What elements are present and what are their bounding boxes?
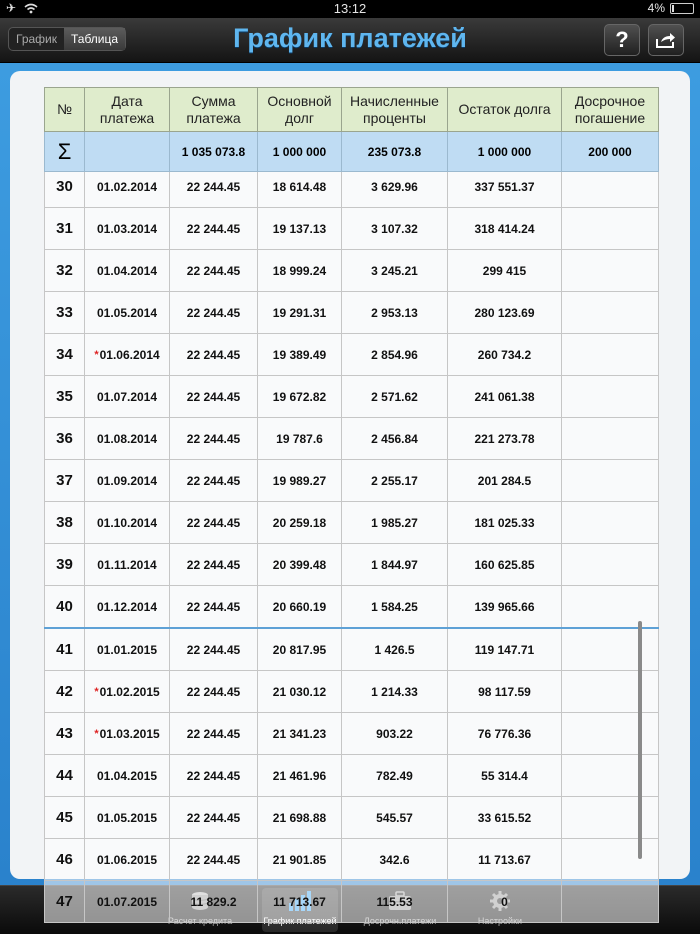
row-principal (258, 502, 342, 544)
row-interest (342, 881, 448, 923)
row-date (85, 544, 170, 586)
row-date-text: 01.02.2015 (99, 684, 160, 699)
row-early (562, 544, 659, 586)
row-early (562, 628, 659, 671)
row-interest-text: 1 985.27 (371, 515, 418, 530)
row-principal-text: 20 660.19 (272, 599, 327, 614)
row-interest-text: 1 214.33 (371, 684, 418, 699)
row-balance (448, 671, 562, 713)
row-principal (258, 250, 342, 292)
row-principal (258, 671, 342, 713)
row-balance-text: 0 (501, 894, 508, 909)
row-number (45, 292, 85, 334)
summary-date (85, 132, 170, 172)
row-principal-text: 21 341.23 (272, 726, 327, 741)
row-principal-text: 21 030.12 (272, 684, 327, 699)
row-date (85, 502, 170, 544)
row-interest (342, 250, 448, 292)
row-number (45, 713, 85, 755)
row-number (45, 544, 85, 586)
row-date-text: 01.04.2015 (96, 768, 158, 783)
row-number (45, 502, 85, 544)
row-balance (448, 713, 562, 755)
row-principal (258, 586, 342, 629)
row-payment-text: 22 244.45 (186, 431, 241, 446)
row-number-text: 34 (56, 346, 73, 363)
row-balance-text: 241 061.38 (474, 389, 535, 404)
row-number-text: 32 (56, 262, 73, 279)
row-date-text: 01.07.2015 (96, 894, 158, 909)
table-row[interactable] (45, 544, 659, 586)
row-number (45, 376, 85, 418)
row-early (562, 334, 659, 376)
row-balance-text: 221 273.78 (474, 431, 535, 446)
row-principal (258, 334, 342, 376)
row-balance (448, 797, 562, 839)
sigma-icon: Σ (45, 132, 85, 172)
row-date (85, 418, 170, 460)
table-row[interactable] (45, 460, 659, 502)
row-balance-text: 55 314.4 (481, 768, 528, 783)
row-interest-text: 1 844.97 (371, 557, 418, 572)
row-number-text: 45 (56, 809, 73, 826)
row-balance-text: 181 025.33 (474, 515, 535, 530)
row-interest (342, 376, 448, 418)
row-number (45, 586, 85, 629)
row-number (45, 671, 85, 713)
row-interest-text: 1 426.5 (374, 642, 415, 657)
col-header-number[interactable]: № (45, 88, 85, 132)
row-payment (170, 755, 258, 797)
table-row[interactable] (45, 628, 659, 671)
segment-chart[interactable]: График (16, 32, 57, 46)
table-row[interactable] (45, 208, 659, 250)
row-payment-text: 22 244.45 (186, 515, 241, 530)
row-balance-text: 299 415 (482, 263, 527, 278)
row-date-text: 01.09.2014 (96, 473, 158, 488)
row-payment-text: 22 244.45 (186, 684, 241, 699)
row-interest (342, 839, 448, 881)
row-payment-text: 22 244.45 (186, 263, 241, 278)
row-principal (258, 208, 342, 250)
row-date-text: 01.07.2014 (96, 389, 158, 404)
summary-early: 200 000 (562, 132, 659, 172)
share-icon (655, 31, 677, 49)
row-date (85, 628, 170, 671)
row-early (562, 418, 659, 460)
row-interest-text: 903.22 (376, 726, 413, 741)
row-principal-text: 18 999.24 (272, 263, 327, 278)
row-number-text: 36 (56, 430, 73, 447)
row-date (85, 755, 170, 797)
row-principal (258, 544, 342, 586)
row-early (562, 460, 659, 502)
row-payment (170, 881, 258, 923)
row-number (45, 797, 85, 839)
row-balance (448, 376, 562, 418)
row-number-text: 38 (56, 514, 73, 531)
row-balance (448, 334, 562, 376)
row-principal (258, 628, 342, 671)
early-payment-marker-icon: * (94, 727, 99, 740)
row-principal (258, 839, 342, 881)
row-early (562, 797, 659, 839)
summary-principal: 1 000 000 (258, 132, 342, 172)
row-balance (448, 586, 562, 629)
payment-schedule-sheet[interactable] (44, 71, 674, 910)
row-balance-text: 280 123.69 (474, 305, 535, 320)
row-early (562, 502, 659, 544)
table-row[interactable] (45, 502, 659, 544)
row-interest (342, 755, 448, 797)
row-date (85, 292, 170, 334)
row-date (85, 376, 170, 418)
row-date (85, 881, 170, 923)
row-payment-text: 22 244.45 (186, 599, 241, 614)
row-balance (448, 755, 562, 797)
row-payment (170, 586, 258, 629)
summary-payment: 1 035 073.8 (170, 132, 258, 172)
row-number (45, 250, 85, 292)
row-payment-text: 22 244.45 (186, 642, 241, 657)
row-payment (170, 544, 258, 586)
row-balance (448, 839, 562, 881)
row-early (562, 250, 659, 292)
row-date (85, 797, 170, 839)
row-payment (170, 250, 258, 292)
row-date (85, 460, 170, 502)
row-principal-text: 19 989.27 (272, 473, 327, 488)
row-interest (342, 797, 448, 839)
row-payment (170, 376, 258, 418)
summary-balance: 1 000 000 (448, 132, 562, 172)
col-header-early[interactable]: Досрочное погашение (562, 88, 659, 132)
row-interest-text: 2 255.17 (371, 473, 418, 488)
row-interest-text: 3 107.32 (371, 221, 418, 236)
table-row[interactable] (45, 418, 659, 460)
row-early (562, 881, 659, 923)
table-row[interactable] (45, 250, 659, 292)
row-number-text: 33 (56, 304, 73, 321)
row-number (45, 881, 85, 923)
row-number (45, 208, 85, 250)
row-number (45, 755, 85, 797)
row-payment (170, 713, 258, 755)
row-payment-text: 22 244.45 (186, 852, 241, 867)
row-balance (448, 208, 562, 250)
row-interest (342, 334, 448, 376)
row-interest-text: 3 245.21 (371, 263, 418, 278)
row-number-text: 41 (56, 641, 73, 658)
table-row[interactable] (45, 755, 659, 797)
row-date-text: 01.08.2014 (96, 431, 158, 446)
row-number (45, 334, 85, 376)
table-row[interactable] (45, 713, 659, 755)
row-interest-text: 3 629.96 (371, 179, 418, 194)
row-payment (170, 628, 258, 671)
row-principal-text: 20 817.95 (272, 642, 327, 657)
row-balance (448, 250, 562, 292)
row-early (562, 376, 659, 418)
table-row[interactable] (45, 586, 659, 629)
table-row[interactable] (45, 292, 659, 334)
row-date-text: 01.06.2015 (96, 852, 158, 867)
row-principal (258, 376, 342, 418)
row-balance-text: 337 551.37 (474, 179, 535, 194)
row-number-text: 31 (56, 220, 73, 237)
row-date-text: 01.10.2014 (96, 515, 158, 530)
row-date (85, 208, 170, 250)
share-button[interactable] (648, 24, 684, 56)
row-payment-text: 22 244.45 (186, 726, 241, 741)
row-interest (342, 502, 448, 544)
row-interest-text: 2 456.84 (371, 431, 418, 446)
airplane-icon: ✈ (6, 1, 17, 15)
row-interest (342, 208, 448, 250)
help-button[interactable] (604, 24, 640, 56)
row-principal-text: 19 389.49 (272, 347, 327, 362)
row-date-text: 01.11.2014 (97, 557, 157, 572)
row-early (562, 208, 659, 250)
col-header-principal[interactable]: Основной долг (258, 88, 342, 132)
row-payment-text: 11 829.2 (190, 894, 237, 909)
row-balance (448, 418, 562, 460)
summary-row (45, 132, 659, 172)
row-balance-text: 76 776.36 (477, 726, 532, 741)
early-payment-marker-icon: * (94, 348, 99, 361)
schedule-body-table (44, 165, 659, 923)
schedule-header-table (44, 87, 659, 172)
row-interest (342, 292, 448, 334)
row-interest (342, 628, 448, 671)
status-bar (0, 0, 700, 18)
row-interest-text: 2 953.13 (371, 305, 418, 320)
row-date-text: 01.03.2014 (96, 221, 158, 236)
row-principal (258, 460, 342, 502)
row-early (562, 713, 659, 755)
page-title: График платежей (233, 23, 467, 53)
row-principal-text: 11 713.67 (273, 894, 326, 909)
row-number-text: 47 (56, 893, 73, 910)
row-interest-text: 1 584.25 (371, 599, 418, 614)
row-date (85, 250, 170, 292)
row-payment (170, 208, 258, 250)
row-principal-text: 19 291.31 (272, 305, 327, 320)
row-date-text: 01.05.2014 (96, 305, 158, 320)
row-payment-text: 22 244.45 (186, 305, 241, 320)
table-row[interactable] (45, 376, 659, 418)
table-panel (10, 71, 690, 910)
row-principal-text: 21 901.85 (272, 852, 327, 867)
row-early (562, 755, 659, 797)
row-principal-text: 19 137.13 (272, 221, 327, 236)
nav-bar (0, 18, 700, 63)
row-payment-text: 22 244.45 (186, 347, 241, 362)
row-date (85, 713, 170, 755)
row-balance-text: 33 615.52 (477, 810, 532, 825)
row-date-text: 01.04.2014 (96, 263, 158, 278)
row-balance (448, 628, 562, 671)
row-number-text: 42 (56, 683, 73, 700)
battery-icon (670, 3, 694, 14)
row-payment (170, 671, 258, 713)
row-interest (342, 713, 448, 755)
row-early (562, 586, 659, 629)
row-payment (170, 334, 258, 376)
row-interest (342, 460, 448, 502)
row-principal-text: 21 461.96 (272, 768, 327, 783)
row-interest-text: 2 571.62 (371, 389, 418, 404)
row-number-text: 43 (56, 725, 73, 742)
row-date-text: 01.02.2014 (96, 179, 158, 194)
row-interest-text: 2 854.96 (371, 347, 418, 362)
row-principal-text: 21 698.88 (272, 810, 327, 825)
row-principal (258, 755, 342, 797)
row-principal (258, 713, 342, 755)
row-date-text: 01.12.2014 (96, 599, 158, 614)
row-payment (170, 839, 258, 881)
content-area (0, 63, 700, 910)
table-row[interactable] (45, 334, 659, 376)
row-number-text: 39 (56, 556, 73, 573)
row-interest-text: 782.49 (376, 768, 413, 783)
row-payment-text: 22 244.45 (186, 810, 241, 825)
row-principal-text: 20 399.48 (272, 557, 327, 572)
row-payment-text: 22 244.45 (186, 473, 241, 488)
row-date (85, 671, 170, 713)
row-date (85, 334, 170, 376)
row-interest (342, 671, 448, 713)
row-payment-text: 22 244.45 (186, 179, 241, 194)
row-payment (170, 292, 258, 334)
row-number (45, 839, 85, 881)
row-balance (448, 544, 562, 586)
col-header-balance[interactable]: Остаток долга (448, 88, 562, 132)
status-time: 13:12 (333, 1, 367, 16)
row-payment-text: 22 244.45 (186, 221, 241, 236)
table-row[interactable] (45, 797, 659, 839)
row-date-text: 01.03.2015 (99, 726, 160, 741)
table-row[interactable] (45, 671, 659, 713)
row-date-text: 01.05.2015 (96, 810, 158, 825)
row-balance-text: 201 284.5 (477, 473, 532, 488)
row-date (85, 839, 170, 881)
row-early (562, 839, 659, 881)
row-payment-text: 22 244.45 (186, 768, 241, 783)
row-balance-text: 119 147.71 (474, 642, 535, 657)
question-icon: ? (615, 27, 629, 52)
row-number-text: 37 (56, 472, 73, 489)
row-balance-text: 11 713.67 (478, 852, 531, 867)
row-number (45, 418, 85, 460)
row-principal (258, 881, 342, 923)
row-number-text: 40 (56, 598, 73, 615)
row-principal (258, 292, 342, 334)
row-balance (448, 502, 562, 544)
row-balance-text: 318 414.24 (474, 221, 535, 236)
early-payment-marker-icon: * (94, 685, 99, 698)
table-row[interactable] (45, 839, 659, 881)
battery-percent: 4% (647, 1, 665, 15)
row-number-text: 35 (56, 388, 73, 405)
row-principal-text: 19 672.82 (272, 389, 327, 404)
row-interest (342, 544, 448, 586)
row-principal-text: 20 259.18 (272, 515, 327, 530)
row-payment (170, 797, 258, 839)
row-number-text: 46 (56, 851, 73, 868)
row-principal-text: 18 614.48 (272, 179, 327, 194)
row-interest-text: 115.53 (376, 894, 413, 909)
row-balance-text: 98 117.59 (478, 684, 531, 699)
row-interest (342, 586, 448, 629)
row-balance-text: 139 965.66 (474, 599, 535, 614)
row-interest-text: 545.57 (376, 810, 413, 825)
row-principal-text: 19 787.6 (276, 431, 323, 446)
col-header-date[interactable]: Дата платежа (85, 88, 170, 132)
summary-interest: 235 073.8 (342, 132, 448, 172)
row-balance-text: 260 734.2 (477, 347, 532, 362)
col-header-interest[interactable]: Начисленные проценты (342, 88, 448, 132)
row-balance (448, 292, 562, 334)
row-balance (448, 460, 562, 502)
segment-table[interactable]: Таблица (64, 28, 125, 50)
col-header-payment[interactable]: Сумма платежа (170, 88, 258, 132)
row-number (45, 460, 85, 502)
row-payment-text: 22 244.45 (186, 389, 241, 404)
row-number-text: 30 (56, 178, 73, 195)
vertical-scrollbar[interactable] (638, 621, 642, 859)
row-date-text: 01.01.2015 (96, 642, 158, 657)
row-payment (170, 460, 258, 502)
row-principal (258, 797, 342, 839)
row-number (45, 628, 85, 671)
row-payment (170, 502, 258, 544)
row-interest-text: 342.6 (379, 852, 410, 867)
row-payment (170, 418, 258, 460)
row-date-text: 01.06.2014 (99, 347, 160, 362)
row-date (85, 586, 170, 629)
table-row[interactable] (45, 881, 659, 923)
row-early (562, 671, 659, 713)
row-early (562, 292, 659, 334)
row-balance-text: 160 625.85 (474, 557, 535, 572)
row-payment-text: 22 244.45 (186, 557, 241, 572)
row-principal (258, 418, 342, 460)
row-number-text: 44 (56, 767, 73, 784)
row-interest (342, 418, 448, 460)
row-balance (448, 881, 562, 923)
